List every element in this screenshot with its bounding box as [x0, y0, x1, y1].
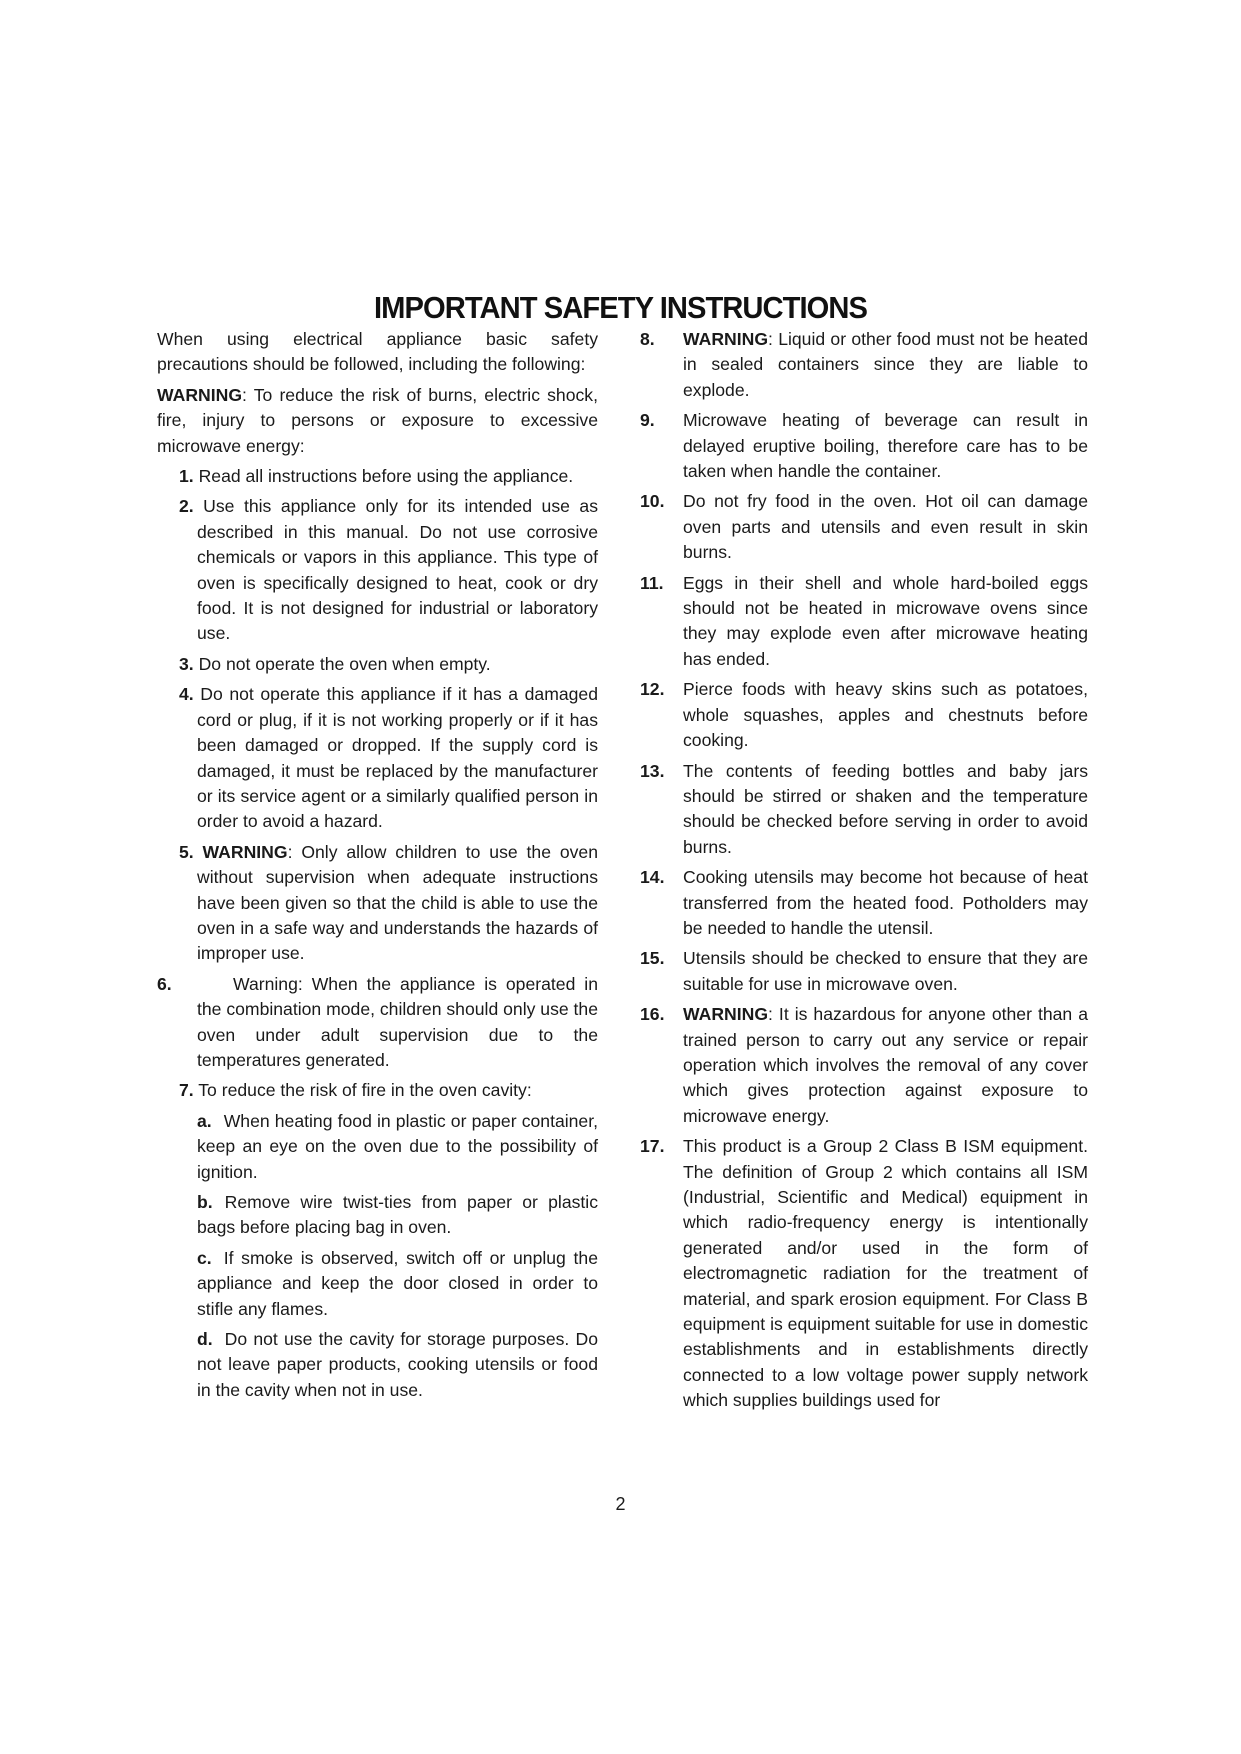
item-number: 8.	[640, 329, 655, 349]
item-number: 13.	[640, 760, 665, 781]
warning-intro	[157, 383, 598, 459]
item-number: 11.	[640, 572, 664, 593]
list-item-5	[157, 840, 598, 967]
item-text: Read all instructions before using the appliance.	[193, 466, 574, 487]
item-text: The contents of feeding bottles and baby jars should be stirred or shaken and the temperature should be checked before serving in order to avoid burns.	[683, 760, 1088, 857]
list-item-6	[157, 972, 598, 1074]
right-column	[640, 327, 1088, 1419]
warning-label: WARNING	[683, 329, 769, 349]
item-number: 7.	[179, 1080, 194, 1101]
left-column	[157, 327, 598, 1408]
item-number: 9.	[640, 410, 655, 431]
list-item-2	[157, 494, 598, 646]
list-item-1	[157, 464, 598, 489]
sub-letter: d.	[197, 1329, 213, 1350]
item-number: 1.	[179, 466, 194, 487]
sub-item-c	[157, 1246, 598, 1322]
list-item-11	[640, 571, 1088, 673]
item-text: Do not fry food in the oven. Hot oil can damage oven parts and utensils and even result in skin burns.	[683, 491, 1088, 563]
item-text: To reduce the risk of fire in the oven cavity:	[193, 1080, 532, 1101]
item-text: Microwave heating of beverage can result in delayed eruptive boiling, therefore care has to be taken when handle the container.	[683, 410, 1088, 482]
list-item-10	[640, 489, 1088, 565]
warning-text: : To reduce the risk of burns, electric shock, fire, injury to persons or exposure to excessive microwave energy:	[157, 384, 598, 456]
sub-text: When heating food in plastic or paper container, keep an eye on the oven due to the possibility of ignition.	[197, 1110, 598, 1182]
item-number: 16.	[640, 1004, 665, 1025]
list-item-16	[640, 1002, 1088, 1129]
list-item-17	[640, 1134, 1088, 1413]
item-text: Use this appliance only for its intended use as described in this manual. Do not use corrosive chemicals or vapors in this appliance. This type of oven is specifically designed to heat, cook or dry food. It is not designed for industrial or laboratory use.	[193, 496, 598, 644]
sub-text: If smoke is observed, switch off or unplug the appliance and keep the door closed in order to stifle any flames.	[197, 1247, 598, 1319]
item-text: : Only allow children to use the oven without supervision when adequate instructions have been given so that the child is able to use the oven in a safe way and understands the hazards of improper use.	[197, 841, 598, 964]
sub-text: Do not use the cavity for storage purposes. Do not leave paper products, cooking utensils or food in the cavity when not in use.	[197, 1329, 598, 1400]
item-number: 14.	[640, 867, 665, 888]
item-text: : Liquid or other food must not be heated in sealed containers since they are liable to explode.	[683, 329, 1088, 400]
item-text: Warning: When the appliance is operated in the combination mode, children should only use the oven under adult supervision due to the temperatures generated.	[197, 973, 598, 1070]
list-item-15	[640, 946, 1088, 997]
item-number: 15.	[640, 948, 665, 969]
page-number: 2	[615, 1494, 626, 1514]
item-number: 3.	[179, 653, 194, 674]
sub-item-d	[157, 1327, 598, 1403]
item-text: Utensils should be checked to ensure that they are suitable for use in microwave oven.	[683, 948, 1088, 994]
item-number: 17.	[640, 1136, 665, 1157]
list-item-7	[157, 1078, 598, 1103]
sub-item-a	[157, 1109, 598, 1185]
item-text: Eggs in their shell and whole hard-boiled eggs should not be heated in microwave ovens since they may explode even after microwave heating has ended.	[683, 572, 1088, 669]
item-number: 12.	[640, 679, 665, 700]
sub-letter: b.	[197, 1192, 213, 1212]
page-title: IMPORTANT SAFETY INSTRUCTIONS	[374, 289, 867, 325]
warning-label: WARNING	[683, 1004, 769, 1025]
warning-label: WARNING	[157, 384, 243, 405]
warning-label: WARNING	[193, 841, 288, 862]
list-item-13	[640, 759, 1088, 861]
item-text: Pierce foods with heavy skins such as potatoes, whole squashes, apples and chestnuts before cooking.	[683, 679, 1088, 751]
item-text: This product is a Group 2 Class B ISM equipment. The definition of Group 2 which contains all ISM (Industrial, Scientific and Medical) equipment in which radio-frequency energy is intentionally generated and/or used in the form of electromagnetic radiation for the treatment of material, and spark erosion equipment. For Class B equipment is equipment suitable for use in domestic establishments and in establishments directly connected to a low voltage power supply network which supplies buildings used for	[683, 1136, 1088, 1411]
list-item-14	[640, 865, 1088, 941]
item-number: 4.	[179, 684, 194, 705]
item-number: 6.	[157, 973, 172, 994]
item-text: : It is hazardous for anyone other than a trained person to carry out any service or repair operation which involves the removal of any cover which gives protection against exposure to microwave energy.	[683, 1004, 1088, 1126]
list-item-8	[640, 327, 1088, 403]
item-number: 5.	[179, 841, 194, 862]
sub-letter: c.	[197, 1247, 212, 1268]
sub-item-b	[157, 1190, 598, 1241]
list-item-4	[157, 682, 598, 834]
list-item-9	[640, 408, 1088, 484]
sub-letter: a.	[197, 1110, 212, 1131]
item-number: 2.	[179, 496, 194, 517]
intro-paragraph: When using electrical appliance basic safety precautions should be followed, including the following:	[157, 329, 598, 375]
list-item-12	[640, 677, 1088, 753]
item-text: Do not operate the oven when empty.	[193, 653, 491, 674]
item-text: Cooking utensils may become hot because of heat transferred from the heated food. Potholders may be needed to handle the utensil.	[683, 867, 1088, 938]
sub-text: Remove wire twist-ties from paper or plastic bags before placing bag in oven.	[197, 1192, 598, 1238]
list-item-3	[157, 652, 598, 677]
item-text-block	[197, 972, 598, 1074]
item-number: 10.	[640, 491, 665, 512]
item-text: Do not operate this appliance if it has a damaged cord or plug, if it is not working properly or if it has been damaged or dropped. If the supply cord is damaged, it must be replaced by the manufacturer or its service agent or a similarly qualified person in order to avoid a hazard.	[193, 684, 598, 832]
